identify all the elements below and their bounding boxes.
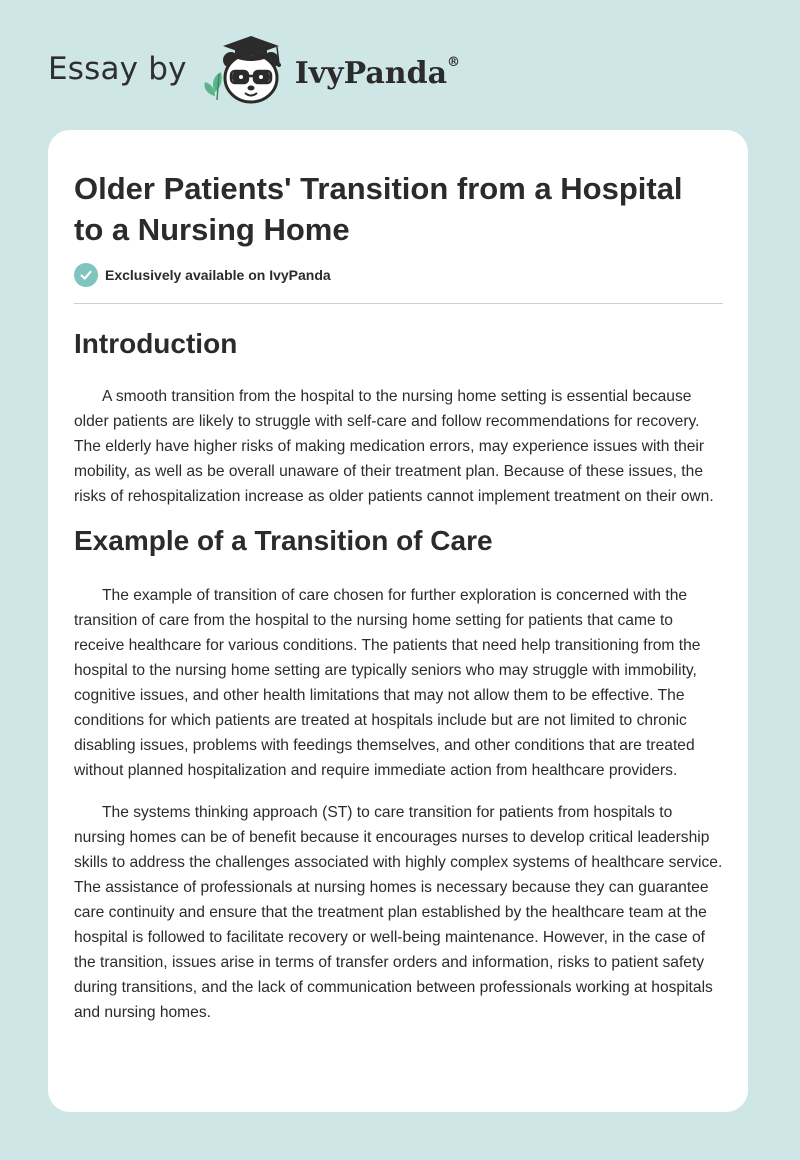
- brand-name[interactable]: [295, 56, 460, 91]
- title-divider: [74, 303, 723, 304]
- section-heading-introduction: Introduction: [74, 328, 238, 359]
- essay-by-label: Essay by: [48, 51, 187, 87]
- exclusive-badge: [74, 263, 331, 287]
- site-header: [48, 30, 460, 110]
- paragraph: A smooth transition from the hospital to the nursing home setting is essential because older patients are likely to struggle with self-care and follow recommendations for recovery. The elderly have higher risks of making medication errors, may experience issues with their mobility, as well as be overall unaware of their treatment plan. Because of these issues, the risks of rehospitalization increase as older patients cannot implement treatment on their own.: [74, 388, 714, 505]
- brand-text: IvyPanda: [294, 55, 448, 91]
- check-circle-icon: [74, 263, 98, 287]
- essay-card: [48, 130, 748, 1112]
- essay-body: [74, 320, 726, 1025]
- panda-graduate-logo-icon[interactable]: [201, 30, 291, 110]
- page-title: Older Patients' Transition from a Hospital to a Nursing Home: [74, 171, 683, 247]
- section-heading-example: Example of a Transition of Care: [74, 525, 493, 556]
- paragraph: The systems thinking approach (ST) to care transition for patients from hospitals to nursing homes can be of benefit because it encourages nurses to develop critical leadership skills to address the challenges associated with highly complex systems of healthcare service. The assistance of professionals at nursing homes is necessary because they can guarantee care continuity and ensure that the treatment plan established by the healthcare team at the hospital is followed to facilitate recovery or well-being maintenance. However, in the case of the transition, issues arise in terms of transfer orders and information, risks to patient safety during transitions, and the lack of communication between professionals working at hospitals and nursing homes.: [74, 804, 723, 1021]
- exclusive-badge-label: Exclusively available on IvyPanda: [105, 267, 331, 283]
- paragraph: The example of transition of care chosen for further exploration is concerned with the transition of care from the hospital to the nursing home setting for patients that came to receive healthcare for various conditions. The patients that need help transitioning from the hospital to the nursing home setting are typically seniors who may struggle with immobility, cognitive issues, and other health limitations that may not allow them to be effective. The conditions for which patients are treated at hospitals include but are not limited to chronic disabling issues, problems with feedings themselves, and other conditions that are treated without planned hospitalization and require immediate action from healthcare providers.: [74, 587, 701, 779]
- registered-mark: ®: [447, 54, 461, 70]
